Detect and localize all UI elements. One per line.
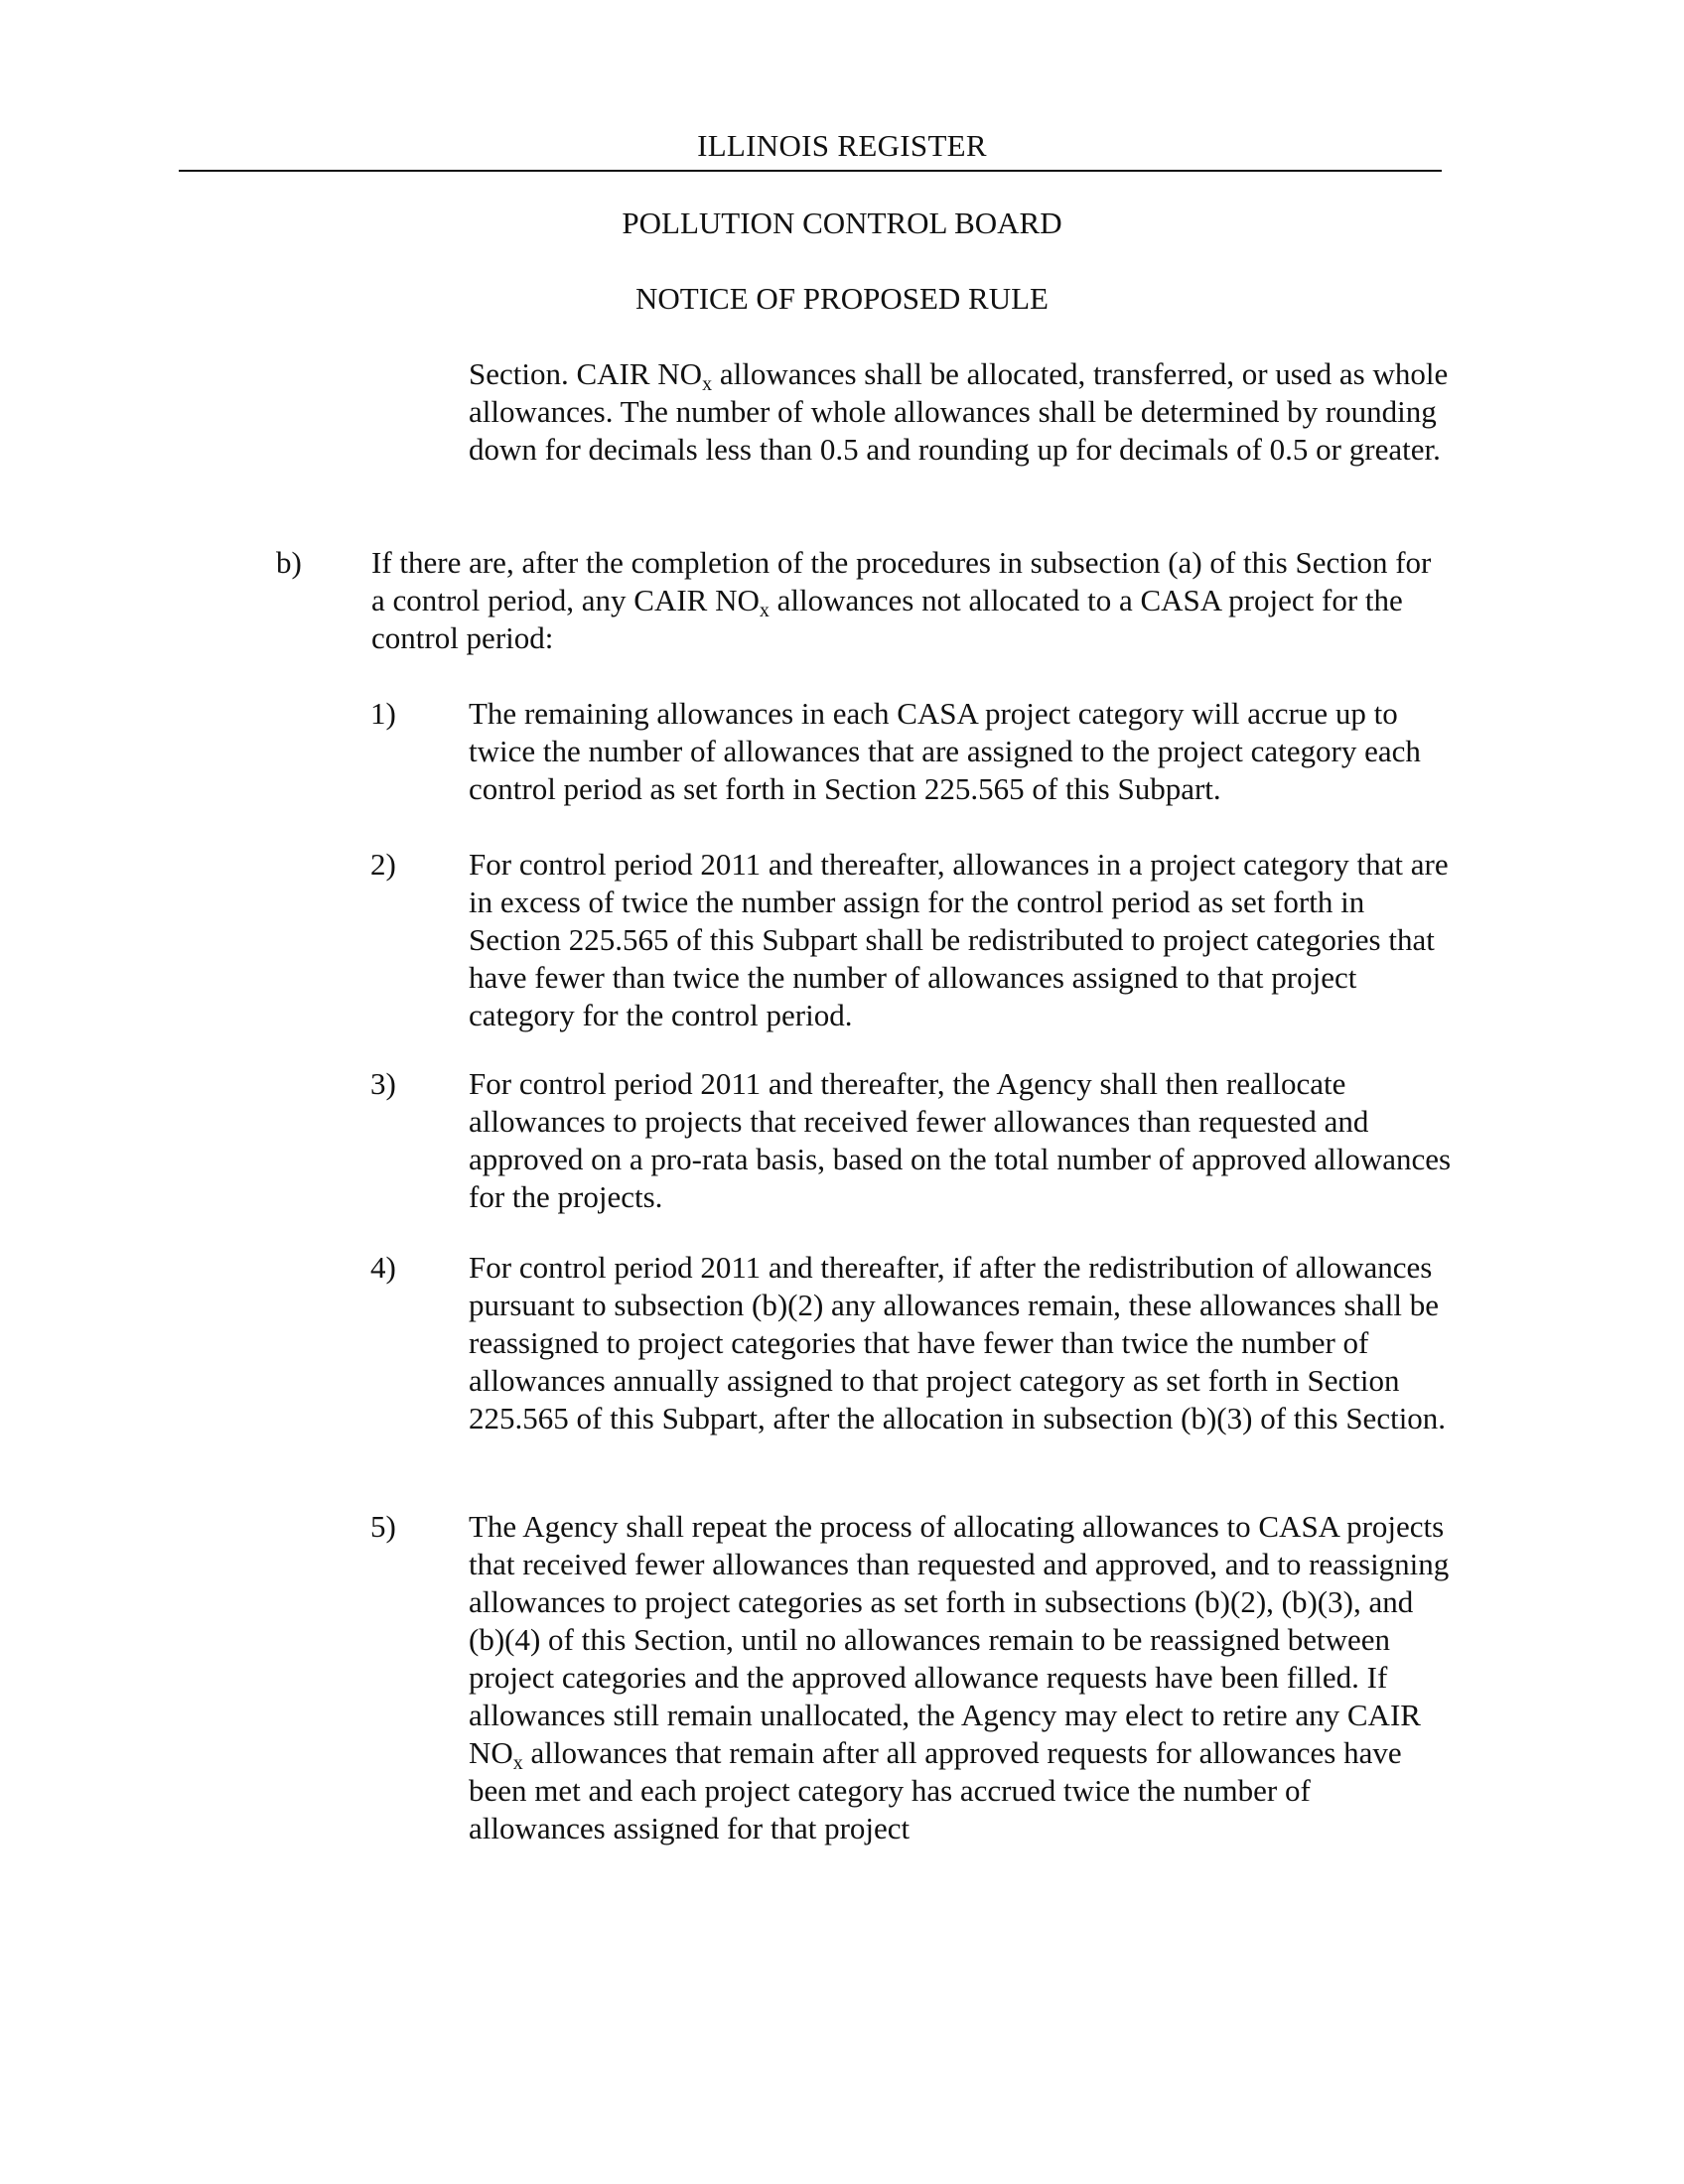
item-2-label: 2) (370, 847, 396, 882)
item-1-text: The remaining allowances in each CASA project category will accrue up to twice the number of allowances that are assigned to the project category each control period as set forth in Section 225.565 of this Subpart. (469, 696, 1421, 806)
subsection-b-label: b) (276, 545, 302, 580)
item-4-text: For control period 2011 and thereafter, if after the redistribution of allowances pursuant to subsection (b)(2) any allowances remain, these allowances shall be reassigned to project categories that have fewer than twice the number of allowances annually assigned to that project category as set forth in Section 225.565 of this Subpart, after the allocation in subsection (b)(3) of this Section. (469, 1250, 1447, 1435)
intro-subscript: x (702, 373, 713, 395)
subsection-b-subscript: x (759, 600, 770, 621)
item-3-text: For control period 2011 and thereafter, the Agency shall then reallocate allowances to projects that received fewer allowances than requested and approved on a pro-rata basis, based on the total number of approved allowances for the projects. (469, 1066, 1452, 1214)
item-5-text-b: allowances that remain after all approved requests for allowances have been met and each project category has accrued twice the number of allowances assigned for that project (469, 1735, 1402, 1845)
register-title: ILLINOIS REGISTER (697, 128, 987, 163)
item-5-text-a: The Agency shall repeat the process of allocating allowances to CASA projects that received fewer allowances than requested and approved, and to reassigning allowances to project categories as set forth in subsections (b)(2), (b)(3), and (b)(4) of this Section, until no allowances remain to be reassigned between project categories and the approved allowance requests have been filled. If allowances still remain unallocated, the Agency may elect to retire any CAIR NO (469, 1509, 1450, 1770)
item-4-label: 4) (370, 1250, 396, 1285)
subsection-b-text (371, 544, 1434, 657)
board-title: POLLUTION CONTROL BOARD (622, 205, 1062, 240)
item-2-text: For control period 2011 and thereafter, allowances in a project category that are in excess of twice the number assign for the control period as set forth in Section 225.565 of this Subpart shall be redistributed to project categories that have fewer than twice the number of allowances assigned to that project category for the control period. (469, 847, 1449, 1032)
item-5-text (469, 1508, 1452, 1847)
header-rule (179, 170, 1442, 172)
item-3-label: 3) (370, 1066, 396, 1101)
subsection-b-text-a: If there are, after the completion of the procedures in subsection (a) of this Section for a control period, any CAIR NO (371, 545, 1432, 617)
item-5-label: 5) (370, 1509, 396, 1544)
subsection-b-text-b: allowances not allocated to a CASA project for the control period: (371, 583, 1403, 655)
notice-title: NOTICE OF PROPOSED RULE (635, 281, 1049, 316)
item-1-label: 1) (370, 696, 396, 731)
item-5-subscript: x (512, 1752, 523, 1774)
intro-text-a: Section. CAIR NO (469, 356, 703, 391)
intro-paragraph (469, 355, 1452, 469)
intro-text-b: allowances shall be allocated, transferred, or used as whole allowances. The number of whole allowances shall be determined by rounding down for decimals less than 0.5 and rounding up for decimals of 0.5 or greater. (469, 356, 1449, 467)
